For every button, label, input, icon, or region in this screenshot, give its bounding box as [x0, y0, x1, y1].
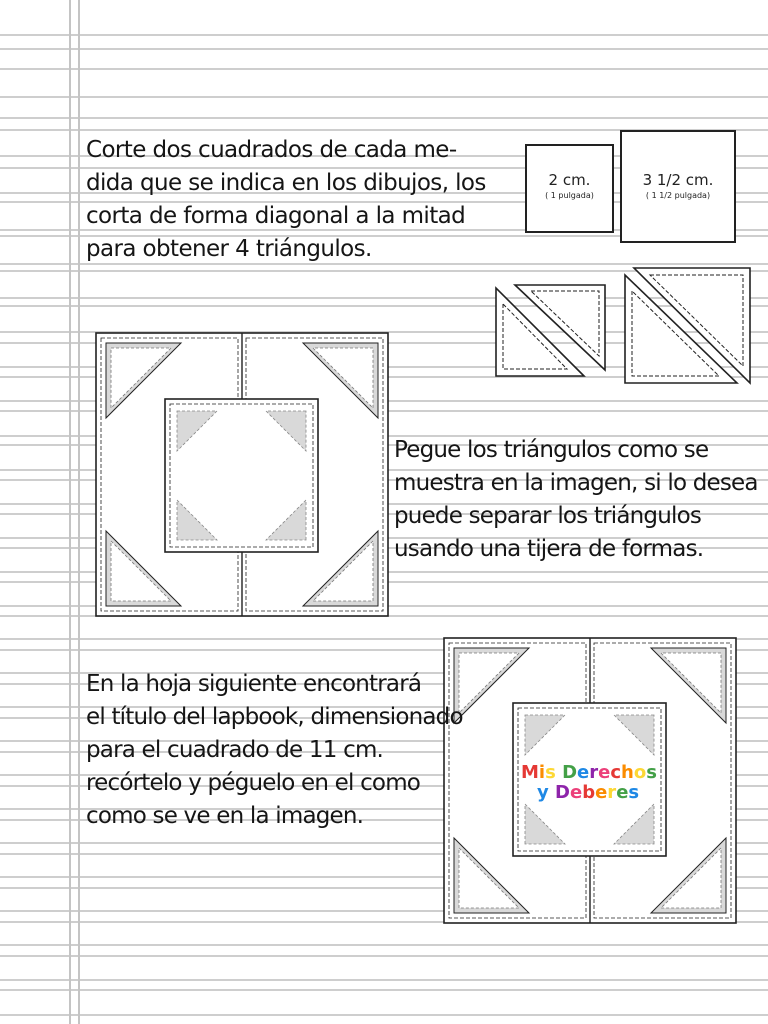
instruction-line: muestra en la imagen, si lo desea [394, 470, 758, 496]
logo-letter: y [537, 782, 549, 803]
logo-letter: i [538, 762, 546, 783]
instruction-line: usando una tijera de formas. [394, 536, 704, 562]
logo-line-1 [521, 762, 657, 783]
logo-letter: e [595, 782, 608, 803]
small-square-sublabel: ( 1 pulgada) [545, 191, 594, 200]
logo-letter: M [521, 762, 539, 783]
large-square [620, 130, 736, 243]
logo-letter: s [628, 782, 640, 803]
instruction-step-1 [86, 134, 486, 266]
instruction-line: como se ve en la imagen. [86, 803, 364, 829]
instruction-line: Pegue los triángulos como se [394, 437, 709, 463]
instruction-step-3 [86, 668, 463, 833]
logo-line-2 [537, 782, 639, 803]
lapbook-diagram-plain [96, 333, 388, 616]
small-square-label: 2 cm. [548, 171, 591, 189]
instruction-step-2 [394, 434, 758, 566]
logo-letter: s [646, 762, 657, 783]
logo-letter: r [589, 762, 599, 783]
logo-letter: c [610, 762, 622, 783]
large-square-label: 3 1/2 cm. [642, 171, 714, 189]
small-square [525, 144, 614, 233]
logo-letter: e [577, 762, 590, 783]
instruction-line: Corte dos cuadrados de cada me- [86, 137, 457, 163]
large-square-sublabel: ( 1 1/2 pulgada) [645, 191, 711, 200]
instruction-line: el título del lapbook, dimensionado [86, 704, 463, 730]
cut-triangles [496, 268, 750, 383]
instruction-line: En la hoja siguiente encontrará [86, 671, 422, 697]
instruction-line: recórtelo y péguelo en el como [86, 770, 421, 796]
logo-letter: e [598, 762, 611, 783]
instruction-line: puede separar los triángulos [394, 503, 702, 529]
logo-letter: b [582, 782, 596, 803]
instruction-line: dida que se indica en los dibujos, los [86, 170, 486, 196]
logo-letter: e [616, 782, 629, 803]
logo-letter: e [569, 782, 583, 803]
instruction-line: corta de forma diagonal a la mitad [86, 203, 466, 229]
logo-letter: D [555, 782, 570, 803]
logo-letter: r [607, 782, 617, 803]
logo-letter: D [562, 762, 578, 783]
instruction-line: para el cuadrado de 11 cm. [86, 737, 384, 763]
lapbook-title-logo [517, 758, 657, 808]
logo-letter: o [633, 762, 647, 783]
logo-letter: h [621, 762, 634, 783]
logo-letter: s [545, 762, 556, 783]
instruction-line: para obtener 4 triángulos. [86, 236, 372, 262]
